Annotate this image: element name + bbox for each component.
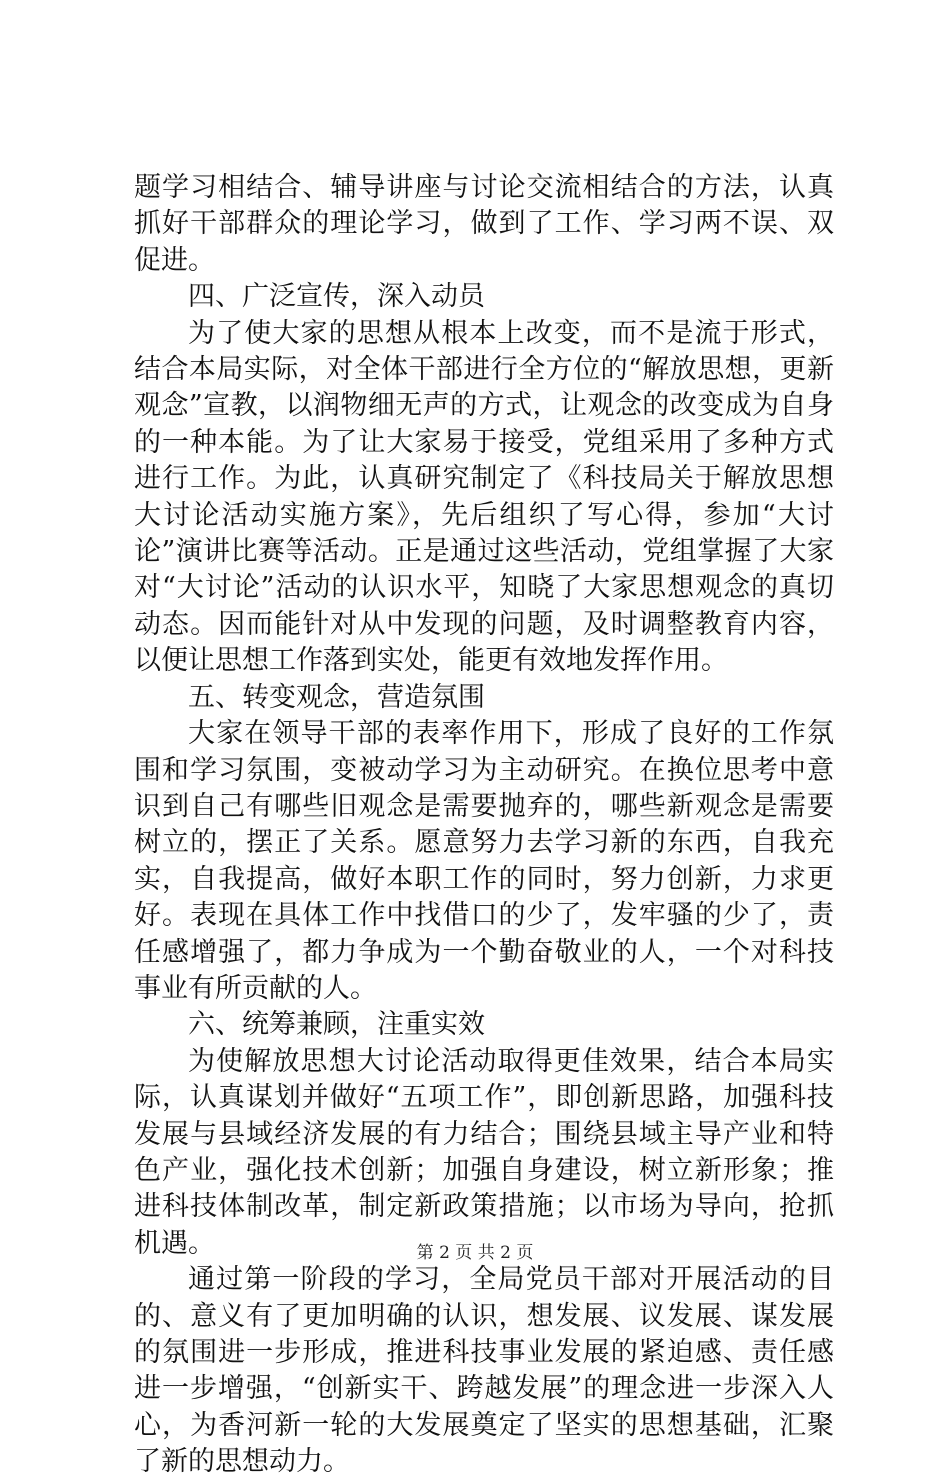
paragraph-conclusion: 通过第一阶段的学习，全局党员干部对开展活动的目的、意义有了更加明确的认识，想发展、议发展、谋发展的氛围进一步形成，推进科技事业发展的紧迫感、责任感进一步增强，“创新实干、跨越发展”的理念进一步深入人心，为香河新一轮的大发展奠定了坚实的思想基础，汇聚了新的思想动力。 (134, 1264, 834, 1478)
document-body (134, 170, 834, 1481)
section-heading-5: 五、转变观念，营造氛围 (188, 681, 485, 713)
paragraph-continued: 题学习相结合、辅导讲座与讨论交流相结合的方法，认真抓好干部群众的理论学习，做到了工作、学习两不误、双促进。 (134, 172, 834, 276)
section-heading-6: 六、统筹兼顾，注重实效 (188, 1009, 485, 1041)
section-heading-4: 四、广泛宣传，深入动员 (188, 281, 485, 313)
paragraph: 为了使大家的思想从根本上改变，而不是流于形式，结合本局实际，对全体干部进行全方位的“解放思想，更新观念”宣教，以润物细无声的方式，让观念的改变成为自身的一种本能。为了让大家易于接受，党组采用了多种方式进行工作。为此，认真研究制定了《科技局关于解放思想大讨论活动实施方案》，先后组织了写心得，参加“大讨论”演讲比赛等活动。正是通过这些活动，党组掌握了大家对“大讨论”活动的认识水平，知晓了大家思想观念的真切动态。因而能针对从中发现的问题，及时调整教育内容，以便让思想工作落到实处，能更有效地发挥作用。 (134, 317, 834, 677)
paragraph: 大家在领导干部的表率作用下，形成了良好的工作氛围和学习氛围，变被动学习为主动研究。在换位思考中意识到自己有哪些旧观念是需要抛弃的，哪些新观念是需要树立的，摆正了关系。愿意努力去学习新的东西，自我充实，自我提高，做好本职工作的同时，努力创新，力求更好。表现在具体工作中找借口的少了，发牢骚的少了，责任感增强了，都力争成为一个勤奋敬业的人，一个对科技事业有所贡献的人。 (134, 718, 834, 1004)
paragraph: 为使解放思想大讨论活动取得更佳效果，结合本局实际，认真谋划并做好“五项工作”，即创新思路，加强科技发展与县域经济发展的有力结合；围绕县域主导产业和特色产业，强化技术创新；加强自身建设，树立新形象；推进科技体制改革，制定新政策措施；以市场为导向，抢抓机遇。 (134, 1045, 834, 1259)
page-footer: 第 2 页 共 2 页 (416, 1243, 534, 1263)
